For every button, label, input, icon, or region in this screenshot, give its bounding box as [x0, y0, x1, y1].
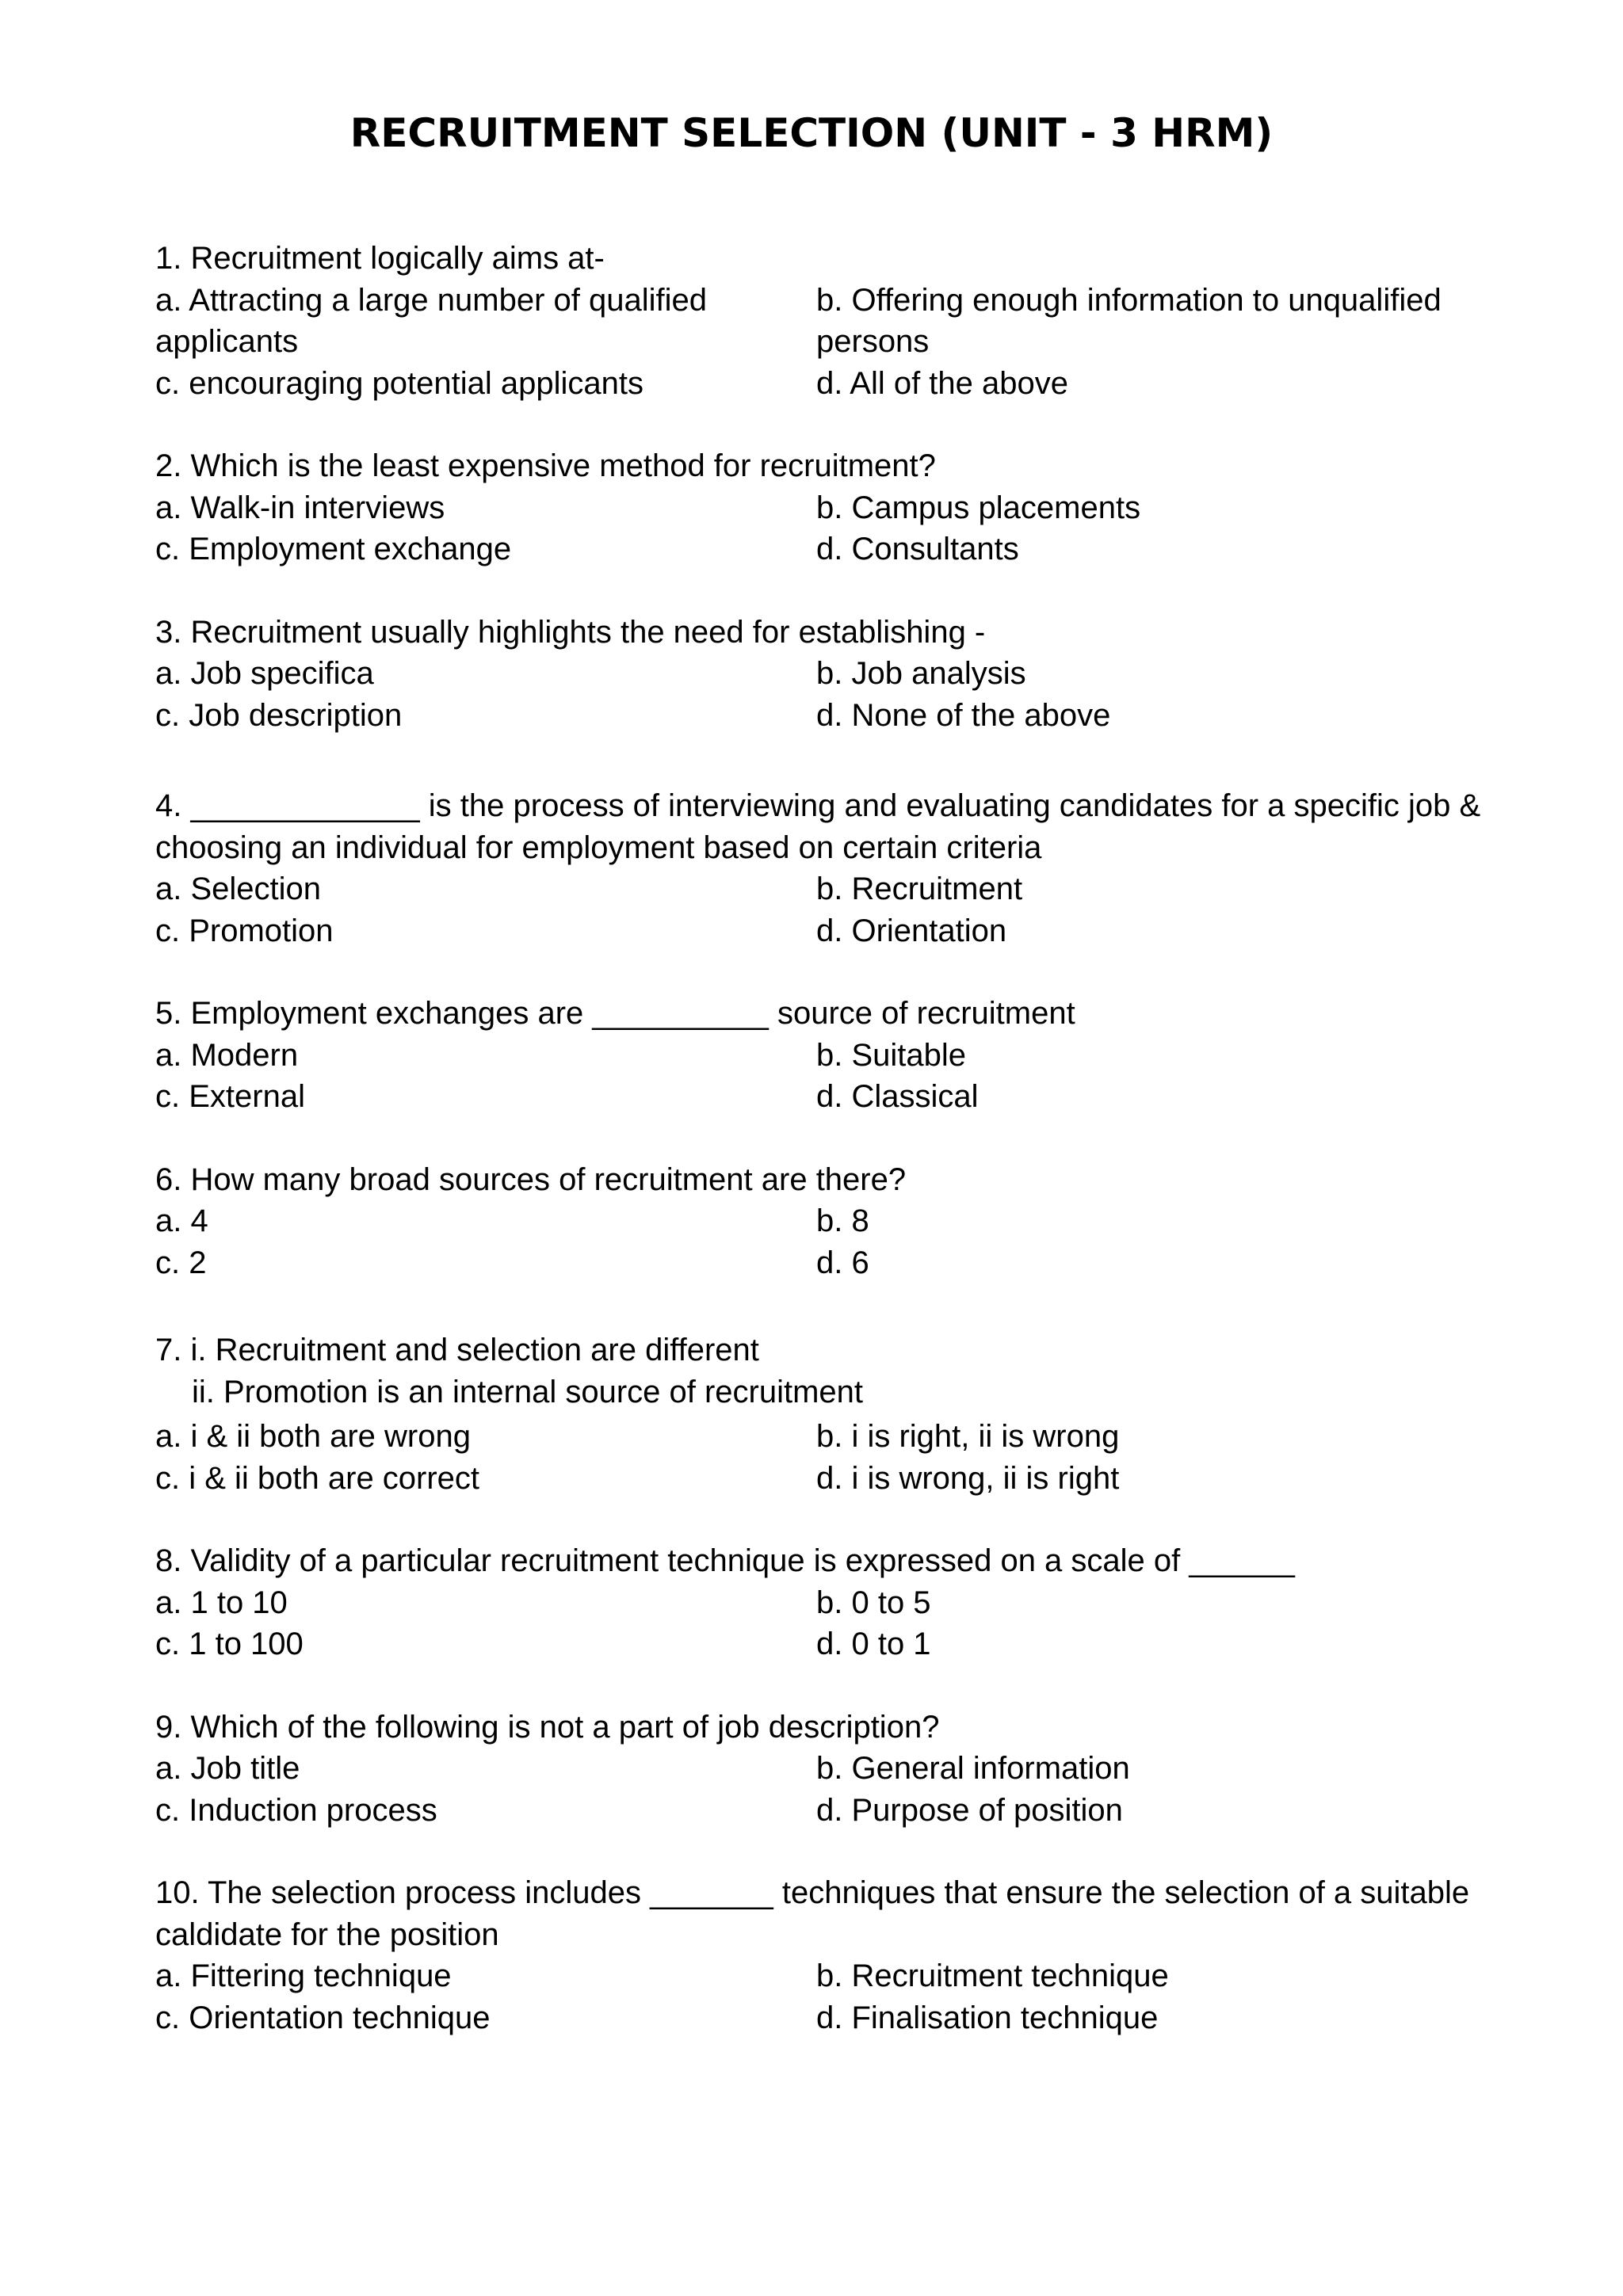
- option-a: a. Selection: [155, 871, 322, 906]
- question-3: [155, 612, 1487, 737]
- question-2: [155, 445, 1487, 570]
- option-c: c. External: [155, 1079, 305, 1114]
- option-a: a. 1 to 10: [155, 1585, 288, 1620]
- option-c: c. 1 to 100: [155, 1627, 304, 1661]
- question-list: [155, 238, 1490, 2080]
- option-c: c. 2: [155, 1245, 207, 1280]
- option-b: b. Recruitment technique: [816, 1958, 1169, 1993]
- options-grid: [155, 487, 1487, 570]
- option-c: c. Job description: [155, 697, 403, 733]
- question-text: 10. The selection process includes _______ techniques that ensure the selection of a suitable caldidate for the position: [155, 1875, 1479, 1952]
- question-1: [155, 238, 1487, 404]
- question-text: 2. Which is the least expensive method for recruitment?: [155, 448, 936, 483]
- option-d: d. i is wrong, ii is right: [816, 1460, 1120, 1496]
- question-text: 8. Validity of a particular recruitment technique is expressed on a scale of ______: [155, 1543, 1295, 1578]
- document-title: RECRUITMENT SELECTION (UNIT - 3 HRM): [349, 110, 1274, 156]
- option-a: a. Fittering technique: [155, 1958, 452, 1993]
- question-text: 3. Recruitment usually highlights the need for establishing -: [155, 614, 986, 650]
- question-7: [155, 1329, 1487, 1499]
- option-b: b. 0 to 5: [816, 1585, 931, 1620]
- option-d: d. Classical: [816, 1079, 979, 1114]
- option-a: a. Modern: [155, 1037, 299, 1073]
- question-8: [155, 1540, 1487, 1665]
- question-text: 4. _____________ is the process of interviewing and evaluating candidates for a specific job & choosing an individual for employment based on certain criteria: [155, 788, 1490, 865]
- question-text: 1. Recruitment logically aims at-: [155, 241, 605, 276]
- option-c: c. Employment exchange: [155, 532, 512, 566]
- option-a: a. Job title: [155, 1751, 300, 1786]
- question-6: [155, 1159, 1487, 1284]
- option-c: c. i & ii both are correct: [155, 1460, 480, 1496]
- option-b: b. Offering enough information to unqualified persons: [816, 282, 1442, 359]
- option-b: b. Job analysis: [816, 656, 1026, 691]
- question-text: 7. i. Recruitment and selection are different: [155, 1333, 759, 1367]
- option-c: c. Promotion: [155, 913, 334, 948]
- option-b: b. Suitable: [816, 1037, 967, 1073]
- option-b: b. 8: [816, 1203, 869, 1238]
- option-d: d. Consultants: [816, 532, 1019, 566]
- option-b: b. Recruitment: [816, 871, 1023, 906]
- question-5: [155, 993, 1487, 1118]
- option-d: d. 0 to 1: [816, 1627, 931, 1661]
- option-b: b. General information: [816, 1751, 1130, 1786]
- option-a: a. 4: [155, 1203, 208, 1238]
- options-grid: [155, 653, 1487, 736]
- question-9: [155, 1707, 1487, 1832]
- question-text: 6. How many broad sources of recruitment are there?: [155, 1161, 907, 1197]
- option-c: c. Orientation technique: [155, 2000, 491, 2035]
- option-b: b. Campus placements: [816, 490, 1141, 525]
- option-d: d. Finalisation technique: [816, 2000, 1159, 2035]
- question-10: [155, 1872, 1487, 2039]
- question-4: [155, 785, 1490, 952]
- question-text: 9. Which of the following is not a part of job description?: [155, 1709, 940, 1745]
- option-b: b. i is right, ii is wrong: [816, 1419, 1120, 1454]
- question-text: 5. Employment exchanges are __________ source of recruitment: [155, 996, 1075, 1031]
- options-grid: [155, 1582, 1487, 1665]
- option-a: a. i & ii both are wrong: [155, 1419, 471, 1454]
- option-a: a. Job specifica: [155, 656, 374, 691]
- options-grid: [155, 1955, 1487, 2039]
- option-c: c. encouraging potential applicants: [155, 365, 643, 401]
- option-d: d. Purpose of position: [816, 1792, 1123, 1828]
- options-grid: [155, 280, 1487, 405]
- options-grid: [155, 868, 1487, 952]
- option-a: a. Attracting a large number of qualified applicants: [155, 282, 707, 359]
- options-grid: [155, 1748, 1487, 1831]
- question-subtext: ii. Promotion is an internal source of recruitment: [192, 1374, 864, 1409]
- option-a: a. Walk-in interviews: [155, 490, 445, 525]
- option-d: d. All of the above: [816, 365, 1069, 401]
- options-grid: [155, 1416, 1487, 1499]
- options-grid: [155, 1035, 1487, 1118]
- option-d: d. 6: [816, 1245, 869, 1280]
- option-d: d. None of the above: [816, 697, 1111, 733]
- option-d: d. Orientation: [816, 913, 1007, 948]
- option-c: c. Induction process: [155, 1792, 437, 1828]
- options-grid: [155, 1200, 1487, 1283]
